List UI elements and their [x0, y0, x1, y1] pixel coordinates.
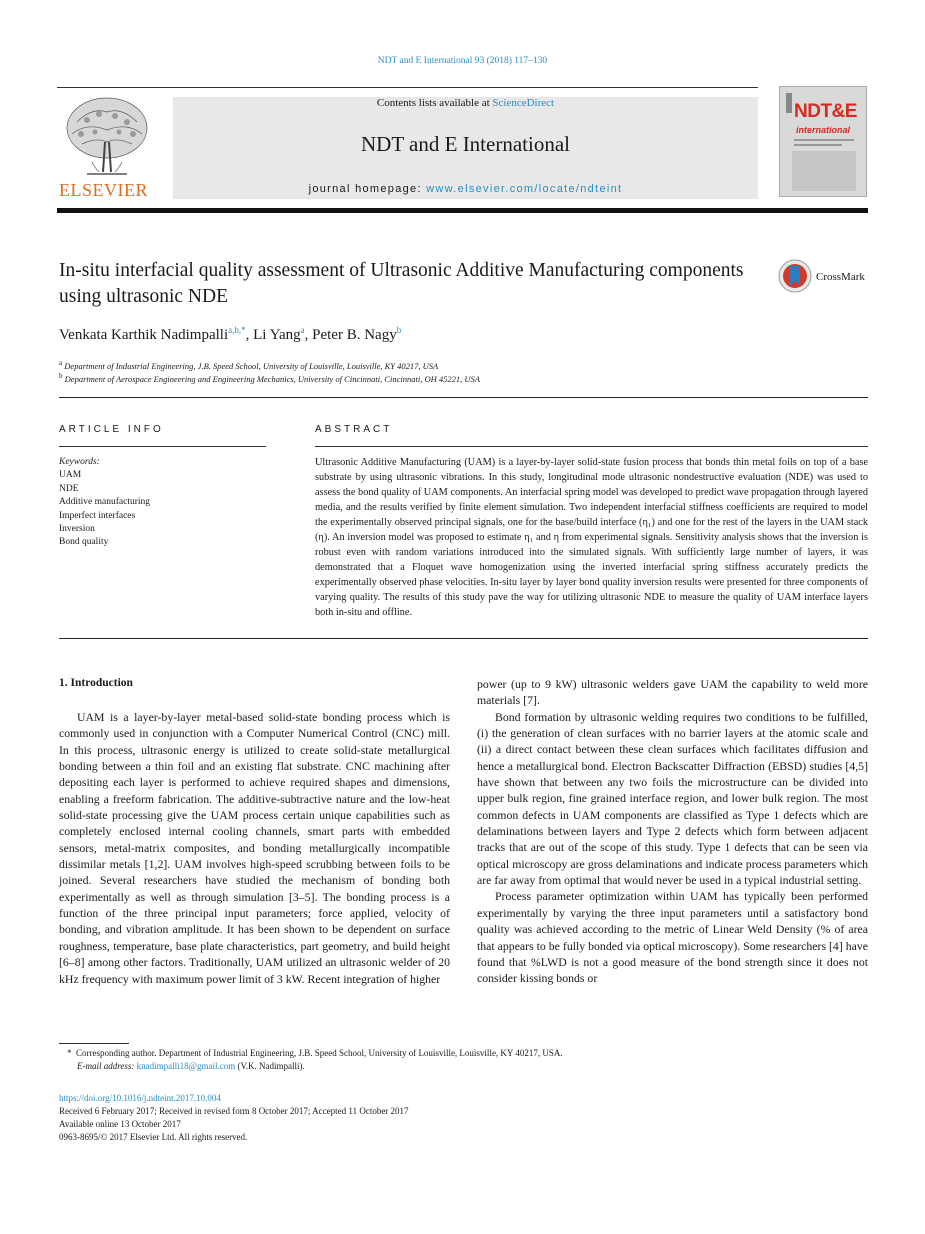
- keyword: Inversion: [59, 524, 95, 535]
- divider: [315, 446, 868, 447]
- paragraph: UAM is a layer-by-layer metal-based solid-state bonding process which is commonly used in conjunction with a Computer Numerical Control (CNC) mill. In this process, ultrasonic energy is utilized to create solid-state metallurgical bonding between a thin foil and an existing flat substrate. CNC machining after depositing each layer is performed to achieve required shapes and dimensions, enabling a freeform fabrication. The additive-subtractive nature and the low-heat solid-state processing give the UAM process certain unique capabilities such as completely enclosed internal cooling channels, smart parts with embedded sensors, metal-matrix composites, and bonding metallurgically incompatible dissimilar metals [1,2]. UAM involves high-speed scrubbing between foils to be joined. Several researchers have studied the mechanism of bonding both experimentally as well as through simulation [3–5]. The bonding process is a function of the three principal input parameters; force applied, velocity of bonding, and vibration amplitude. It has been shown to be dependent on surface roughness, temperature, base plate characteristics, part geometry, and build height [6–8] among other factors. Traditionally, UAM utilized an ultrasonic welder of 20 kHz frequency with maximum power limit of 3 kW. Recent integration of higher: [59, 710, 450, 986]
- homepage-link[interactable]: www.elsevier.com/locate/ndteint: [426, 183, 623, 195]
- elsevier-wordmark[interactable]: ELSEVIER: [59, 180, 148, 200]
- running-head[interactable]: NDT and E International 93 (2018) 117–130: [377, 56, 548, 66]
- affiliation-a: $^a$ Department of Industrial Engineering, J.B. Speed School, University of Louisville, Louisville, KY 40217, USA: [59, 359, 439, 371]
- top-rule: [57, 87, 758, 88]
- divider: [59, 446, 266, 447]
- article-info-heading: ARTICLE INFO: [59, 424, 164, 435]
- available-online: Available online 13 October 2017: [59, 1119, 181, 1129]
- body-column-right: [477, 676, 868, 987]
- keywords-block: [59, 456, 150, 550]
- abstract-heading: ABSTRACT: [315, 424, 393, 435]
- affiliation-b: $^b$ Department of Aerospace Engineering and Engineering Mechanics, University of Cincinnati, Cincinnati, OH 45221, USA: [59, 372, 480, 384]
- received-dates: Received 6 February 2017; Received in revised form 8 October 2017; Accepted 11 October 2017: [59, 1106, 409, 1116]
- author-affil-sup[interactable]: b: [396, 325, 402, 335]
- crossmark-icon[interactable]: [778, 259, 812, 293]
- journal-cover-thumbnail[interactable]: [779, 86, 867, 197]
- abstract-text: Ultrasonic Additive Manufacturing (UAM) is a layer-by-layer solid-state fusion process that bonds thin metal foils on top of a base substrate by using ultrasonic vibrations. In this study, longitudinal mode ultrasonic nondestructive evaluation (NDE) was used to assess the bond quality of UAM components. An interfacial spring model was developed to predict wave propagation through layered media, and the results verified by finite element simulation. Two independent interfacial stiffness coefficients are required to model the experimentally observed principal signals, one for the base/build interface (η₁) and one for the rest of the layers in the UAM stack (η). An inversion model was proposed to estimate η₁ and η from experimental signals. Sensitivity analysis shows that the inversion is robust even with random variations introduced into the simulated signals. With sufficiently large number of layers, it was demonstrated that a Floquet wave homogenization using the inverted interfacial spring stiffness accurately predicts the experimentally observed phase velocities. In-situ layer by layer bond quality inversion results were presented for three components of varying quality. The results of this study pave the way for utilizing ultrasonic NDE to measure the quality of UAM interface layers both in-situ and offline.: [315, 457, 868, 618]
- footnote-rule: [59, 1043, 129, 1044]
- journal-name: NDT and E International: [361, 132, 570, 156]
- email-note: E-mail address: knadimpalli18@gmail.com (V.K. Nadimpalli).: [77, 1061, 305, 1071]
- journal-homepage: journal homepage: www.elsevier.com/locate/ndteint: [308, 183, 623, 195]
- paragraph: power (up to 9 kW) ultrasonic welders gave UAM the capability to weld more materials [7].: [477, 677, 868, 708]
- keyword: Additive manufacturing: [59, 497, 151, 508]
- email-link[interactable]: knadimpalli18@gmail.com: [136, 1061, 236, 1071]
- paragraph: Bond formation by ultrasonic welding requires two conditions to be fulfilled, (i) the generation of clean surfaces with no barrier layers at the atomic scale and (ii) a direct contact between these clean surfaces which facilitates diffusion and hence a metallurgical bond. Electron Backscatter Diffraction (EBSD) studies [4,5] have shown that between any two foils the microstructure can be divided into upper bulk region, fine grained interface region, and lower bulk region. The most common defects in UAM components are classified as Type 1 defects which are delaminations between layers and Type 2 defects which form between adjacent tracks that are out of the scope of this study. Type 1 defects that can be seen via optical microscopy are gross delaminations and indicate process parameters which are far away from optimal that would never be used in a typical industrial setting.: [477, 709, 868, 888]
- author-name[interactable]: Peter B. Nagy: [312, 327, 397, 343]
- corresponding-author-note: * Corresponding author. Department of Industrial Engineering, J.B. Speed School, University of Louisville, Louisville, KY 40217, USA.: [67, 1048, 563, 1058]
- section-heading-introduction: 1. Introduction: [59, 677, 133, 689]
- doi-link[interactable]: https://doi.org/10.1016/j.ndteint.2017.10.004: [59, 1093, 221, 1103]
- author-affil-sup[interactable]: a: [300, 325, 305, 335]
- keywords-label: Keywords:: [59, 457, 100, 467]
- copyright: 0963-8695/© 2017 Elsevier Ltd. All rights reserved.: [59, 1132, 248, 1142]
- article-title: In-situ interfacial quality assessment of Ultrasonic Additive Manufacturing components using ultrasonic NDE: [59, 260, 744, 307]
- author-name[interactable]: Li Yang: [253, 327, 301, 343]
- paragraph: Process parameter optimization within UAM has typically been performed experimentally by varying the three input parameters until a satisfactory bond quality was achieved according to the metric of Linear Weld Density (% of area that appears to be fully bonded via optical microscopy). Some researchers [4] have found that %LWD is not a good measure of the bond strength since it does not consider kissing bonds or: [477, 889, 868, 986]
- crossmark-label[interactable]: CrossMark: [816, 271, 865, 283]
- body-column-left: [59, 709, 450, 987]
- divider: [59, 397, 868, 398]
- contents-line: Contents lists available at ScienceDirect: [376, 97, 555, 109]
- author-name[interactable]: Venkata Karthik Nadimpalli: [59, 327, 229, 343]
- divider: [59, 638, 868, 639]
- author-list: Venkata Karthik Nadimpalli$^{a,b,*}$, Li Yang$^a$, Peter B. Nagy$^b$: [59, 325, 402, 343]
- cover-title: NDT&E: [794, 101, 857, 122]
- author-affil-sup[interactable]: a,b,*: [228, 325, 246, 335]
- keyword: UAM: [59, 470, 82, 481]
- cover-subtitle: international: [796, 125, 851, 135]
- keyword: NDE: [59, 483, 79, 494]
- keyword: Imperfect interfaces: [59, 510, 136, 521]
- keyword: Bond quality: [59, 537, 109, 548]
- sciencedirect-link[interactable]: ScienceDirect: [492, 97, 555, 109]
- header-thick-rule: [57, 208, 868, 213]
